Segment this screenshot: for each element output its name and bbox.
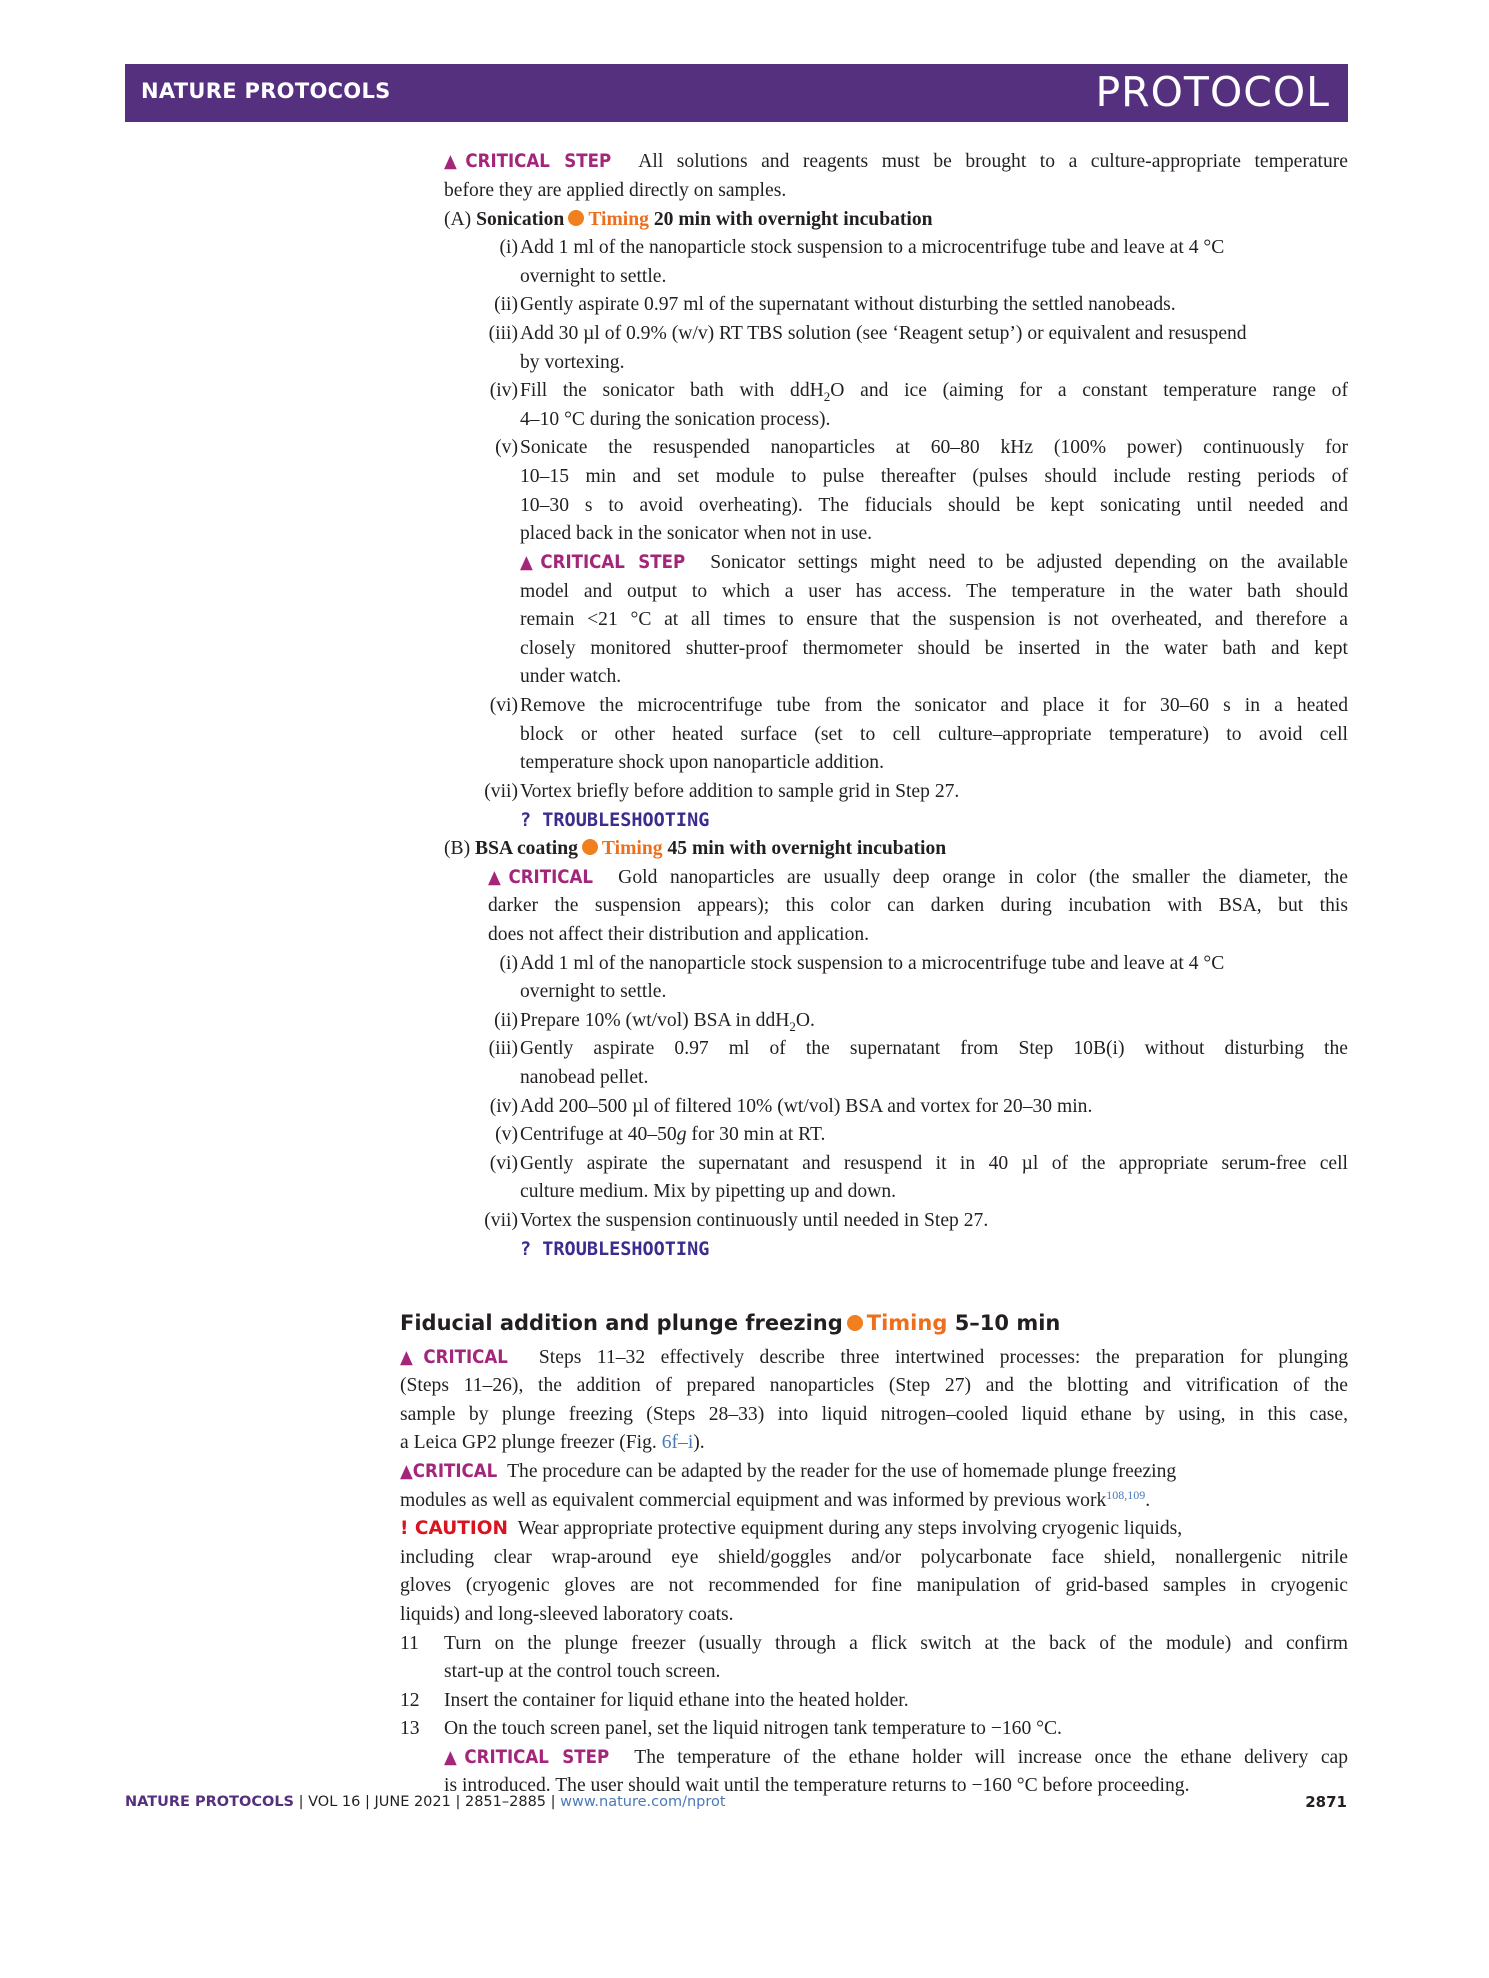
step-b-v-num: (v) xyxy=(495,1124,518,1145)
step-a-vii-line-1: Vortex briefly before addition to sample grid in Step 27. xyxy=(520,781,960,802)
step-b-iv-num: (iv) xyxy=(489,1096,518,1117)
step-12-num: 12 xyxy=(400,1690,420,1711)
caution-line-3: gloves (cryogenic gloves are not recommended for fine manipulation of grid-based samples in cryogenic xyxy=(400,1575,1348,1596)
caution-line-2: including clear wrap-around eye shield/goggles and/or polycarbonate face shield, nonallergenic nitrile xyxy=(400,1547,1348,1568)
step-a-vi-line-3: temperature shock upon nanoparticle addition. xyxy=(520,752,884,773)
step-b-iii-num: (iii) xyxy=(488,1038,518,1059)
step-a-v-line-4: placed back in the sonicator when not in use. xyxy=(520,523,873,544)
step-a-ii-num: (ii) xyxy=(494,294,518,315)
journal-url-link[interactable]: www.nature.com/nprot xyxy=(560,1794,726,1810)
section-heading: Fiducial addition and plunge freezing Timing 5–10 min xyxy=(400,1311,1061,1335)
step-b-iii-line-1: Gently aspirate 0.97 ml of the supernatant from Step 10B(i) without disturbing the xyxy=(520,1038,1348,1059)
step-b-i-line-2: overnight to settle. xyxy=(520,981,667,1002)
step-b-vii-line-1: Vortex the suspension continuously until needed in Step 27. xyxy=(520,1210,989,1231)
step-11-line-2: start-up at the control touch screen. xyxy=(444,1661,721,1682)
step-b-vi-line-1: Gently aspirate the supernatant and resuspend it in 40 µl of the appropriate serum-free cell xyxy=(520,1153,1348,1174)
step-a-v-critical-line-4: closely monitored shutter-proof thermometer should be inserted in the water bath and kept xyxy=(520,638,1348,659)
option-b-critical-line-3: does not affect their distribution and application. xyxy=(488,924,870,945)
timing-dot-icon xyxy=(847,1315,863,1331)
option-b-heading: (B) BSA coating Timing 45 min with overnight incubation xyxy=(444,838,947,859)
reference-link[interactable]: 108,109 xyxy=(1106,1488,1146,1502)
timing-dot-icon xyxy=(568,210,584,226)
step-11-num: 11 xyxy=(400,1633,419,1654)
step-12-line-1: Insert the container for liquid ethane into the heated holder. xyxy=(444,1690,909,1711)
article-type: PROTOCOL xyxy=(1095,68,1330,116)
step-a-v-line-1: Sonicate the resuspended nanoparticles at 60–80 kHz (100% power) continuously for xyxy=(520,437,1348,458)
step-13-critical-line-2: is introduced. The user should wait until the temperature returns to −160 °C before proceeding. xyxy=(444,1775,1190,1796)
section-critical-1-line-1: ▲CRITICAL Steps 11–32 effectively describe three intertwined processes: the preparation for plunging xyxy=(400,1347,1348,1368)
option-b-critical-line-2: darker the suspension appears); this color can darken during incubation with BSA, but this xyxy=(488,895,1348,916)
step-13-num: 13 xyxy=(400,1718,420,1739)
step-a-i-num: (i) xyxy=(499,237,518,258)
step-b-v-line-1: Centrifuge at 40–50g for 30 min at RT. xyxy=(520,1124,826,1145)
step-a-v-critical-line-3: remain <21 °C at all times to ensure that the suspension is not overheated, and therefore a xyxy=(520,609,1348,630)
section-critical-2-line-2: modules as well as equivalent commercial equipment and was informed by previous work$^{108,109}$. xyxy=(400,1488,1151,1511)
step-b-i-line-1: Add 1 ml of the nanoparticle stock suspension to a microcentrifuge tube and leave at 4 °C xyxy=(520,953,1225,974)
step-a-vi-num: (vi) xyxy=(489,695,518,716)
caution-line-4: liquids) and long-sleeved laboratory coats. xyxy=(400,1604,734,1625)
step-a-v-critical-line-1: ▲CRITICAL STEP Sonicator settings might need to be adjusted depending on the available xyxy=(520,552,1348,573)
step-a-vii-num: (vii) xyxy=(484,781,518,802)
step-13-critical-line-1: ▲CRITICAL STEP The temperature of the ethane holder will increase once the ethane delivery cap xyxy=(444,1747,1349,1768)
journal-header xyxy=(125,64,1348,122)
step-a-iv-num: (iv) xyxy=(489,380,518,401)
step-a-vi-line-2: block or other heated surface (set to cell culture–appropriate temperature) to avoid cell xyxy=(520,724,1348,745)
step-b-ii-num: (ii) xyxy=(494,1010,518,1031)
step-b-vi-num: (vi) xyxy=(489,1153,518,1174)
step-a-i-line-2: overnight to settle. xyxy=(520,266,667,287)
step-11-line-1: Turn on the plunge freezer (usually through a flick switch at the back of the module) and confirm xyxy=(444,1633,1348,1654)
page-footer: NATURE PROTOCOLS | VOL 16 | JUNE 2021 | 2851–2885 | www.nature.com/nprot xyxy=(125,1794,726,1810)
section-critical-1-line-3: sample by plunge freezing (Steps 28–33) into liquid nitrogen–cooled liquid ethane by using, in this case, xyxy=(400,1404,1348,1425)
step-a-iv-line-1: Fill the sonicator bath with ddH$_2$O and ice (aiming for a constant temperature range of xyxy=(520,380,1348,404)
step-a-vi-line-1: Remove the microcentrifuge tube from the sonicator and place it for 30–60 s in a heated xyxy=(520,695,1348,716)
caution-line-1: ! CAUTION Wear appropriate protective equipment during any steps involving cryogenic liquids, xyxy=(400,1518,1183,1539)
step-b-vii-num: (vii) xyxy=(484,1210,518,1231)
page-number: 2871 xyxy=(1305,1793,1347,1811)
step-a-iii-line-1: Add 30 µl of 0.9% (w/v) RT TBS solution (see ‘Reagent setup’) or equivalent and resuspend xyxy=(520,323,1247,344)
step-a-v-line-3: 10–30 s to avoid overheating). The fiducials should be kept sonicating until needed and xyxy=(520,495,1348,516)
intro-line-1: ▲CRITICAL STEP All solutions and reagents must be brought to a culture-appropriate temperature xyxy=(444,151,1349,172)
step-b-ii-line-1: Prepare 10% (wt/vol) BSA in ddH$_2$O. xyxy=(520,1010,815,1034)
step-a-iii-num: (iii) xyxy=(488,323,518,344)
troubleshooting-link-b[interactable]: ? TROUBLESHOOTING xyxy=(520,1239,710,1260)
option-b-critical-line-1: ▲CRITICAL Gold nanoparticles are usually deep orange in color (the smaller the diameter, the xyxy=(488,867,1348,888)
troubleshooting-link-a[interactable]: ? TROUBLESHOOTING xyxy=(520,810,710,831)
step-b-i-num: (i) xyxy=(499,953,518,974)
timing-dot-icon xyxy=(582,839,598,855)
step-b-vi-line-2: culture medium. Mix by pipetting up and down. xyxy=(520,1181,897,1202)
step-a-ii-line-1: Gently aspirate 0.97 ml of the supernatant without disturbing the settled nanobeads. xyxy=(520,294,1176,315)
section-critical-2-line-1: ▲CRITICAL The procedure can be adapted by the reader for the use of homemade plunge freezing xyxy=(400,1461,1177,1482)
step-13-line-1: On the touch screen panel, set the liquid nitrogen tank temperature to −160 °C. xyxy=(444,1718,1062,1739)
section-critical-1-line-2: (Steps 11–26), the addition of prepared nanoparticles (Step 27) and the blotting and vitrification of the xyxy=(400,1375,1348,1396)
step-a-v-critical-line-5: under watch. xyxy=(520,666,622,687)
step-a-v-line-2: 10–15 min and set module to pulse thereafter (pulses should include resting periods of xyxy=(520,466,1348,487)
option-a-heading: (A) Sonication Timing 20 min with overnight incubation xyxy=(444,209,933,230)
step-a-i-line-1: Add 1 ml of the nanoparticle stock suspension to a microcentrifuge tube and leave at 4 °C xyxy=(520,237,1225,258)
step-b-iii-line-2: nanobead pellet. xyxy=(520,1067,649,1088)
intro-line-2: before they are applied directly on samples. xyxy=(444,180,787,201)
figure-link[interactable]: 6f–i xyxy=(661,1432,694,1453)
step-a-iv-line-2: 4–10 °C during the sonication process). xyxy=(520,409,831,430)
journal-name: NATURE PROTOCOLS xyxy=(141,79,391,103)
section-critical-1-line-4: a Leica GP2 plunge freezer (Fig. 6f–i). xyxy=(400,1432,705,1453)
step-a-v-critical-line-2: model and output to which a user has access. The temperature in the water bath should xyxy=(520,581,1348,602)
step-a-v-num: (v) xyxy=(495,437,518,458)
step-b-iv-line-1: Add 200–500 µl of filtered 10% (wt/vol) BSA and vortex for 20–30 min. xyxy=(520,1096,1093,1117)
step-a-iii-line-2: by vortexing. xyxy=(520,352,625,373)
